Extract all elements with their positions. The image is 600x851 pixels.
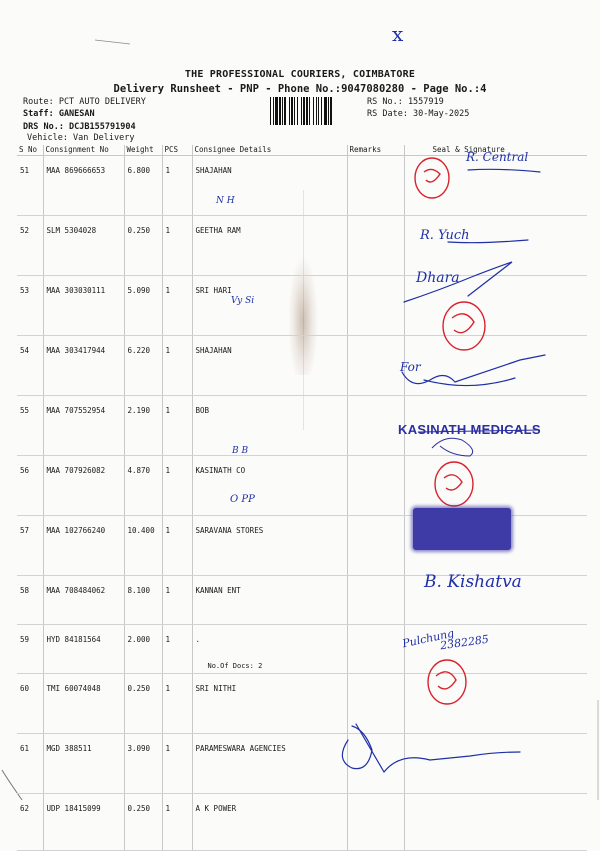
row-weight: 8.100: [124, 576, 162, 625]
row-pcs: 1: [162, 625, 192, 674]
row-remarks: [347, 794, 404, 851]
handwritten-note-row54: Vy Si: [231, 296, 255, 306]
row-weight: 0.250: [124, 216, 162, 276]
row-weight: 2.190: [124, 396, 162, 456]
row-consignment: MAA 869666653: [43, 156, 124, 216]
handwritten-note-row52: N H: [216, 196, 235, 206]
col-seal-signature: Seal & Signature: [404, 145, 587, 156]
col-sno: S No: [17, 145, 43, 156]
row-consignee: SHAJAHAN: [192, 156, 347, 216]
row-pcs: 1: [162, 276, 192, 336]
row-consignee: BOB: [192, 396, 347, 456]
row-consignment: HYD 84181564: [43, 625, 124, 674]
row-consignee: SARAVANA STORES: [192, 516, 347, 576]
top-handwritten-mark: x: [392, 22, 404, 46]
row-consignment: MAA 303030111: [43, 276, 124, 336]
row-consignee: KANNAN ENT: [192, 576, 347, 625]
row-sno: 57: [17, 516, 43, 576]
purple-stamp-blot: [413, 508, 511, 550]
row-weight: 5.090: [124, 276, 162, 336]
row-consignment: MAA 102766240: [43, 516, 124, 576]
signature-row60: B. Kishatva: [424, 572, 522, 592]
row-sno: 51: [17, 156, 43, 216]
row-weight: 10.400: [124, 516, 162, 576]
row-weight: 0.250: [124, 674, 162, 734]
row-weight: 4.870: [124, 456, 162, 516]
row-pcs: 1: [162, 794, 192, 851]
row-weight: 0.250: [124, 794, 162, 851]
row-sno: 58: [17, 576, 43, 625]
signature-row61: Pulchung: [401, 626, 456, 651]
rs-number: RS No.: 1557919: [367, 97, 444, 107]
row-sno: 59: [17, 625, 43, 674]
row-consignment: MAA 303417944: [43, 336, 124, 396]
row-pcs: 1: [162, 156, 192, 216]
row-weight: 6.800: [124, 156, 162, 216]
row-sno: 54: [17, 336, 43, 396]
row-consignee: KASINATH CO: [192, 456, 347, 516]
row-consignment: TMI 60074048: [43, 674, 124, 734]
row-consignee: SRI NITHI: [192, 674, 347, 734]
handwritten-note-row58: O PP: [230, 494, 255, 505]
row-sno: 62: [17, 794, 43, 851]
row-pcs: 1: [162, 516, 192, 576]
col-weight: Weight: [124, 145, 162, 156]
row-sno: 56: [17, 456, 43, 516]
signature-row61-number: 2382285: [439, 632, 490, 653]
row-pcs: 1: [162, 674, 192, 734]
rs-date: RS Date: 30-May-2025: [367, 109, 470, 119]
signature-row53: Dhara: [416, 270, 460, 286]
signature-row51: R. Central: [466, 150, 529, 164]
row-pcs: 1: [162, 576, 192, 625]
staff-label: Staff: GANESAN: [23, 109, 95, 119]
row-weight: 3.090: [124, 734, 162, 794]
col-consignee: Consignee Details: [192, 145, 347, 156]
col-consignment: Consignment No: [43, 145, 124, 156]
row-consignee: PARAMESWARA AGENCIES: [192, 734, 347, 794]
signature-row52: R. Yuch: [420, 228, 470, 243]
row-consignment: MAA 707552954: [43, 396, 124, 456]
handwritten-note-row57: B B: [232, 446, 249, 456]
docs-count-note: No.Of Docs: 2: [207, 662, 263, 670]
row-consignment: MAA 708484062: [43, 576, 124, 625]
row-consignee: SHAJAHAN: [192, 336, 347, 396]
row-sno: 61: [17, 734, 43, 794]
stamp-kasinath-medicals: KASINATH MEDICALS: [398, 422, 541, 437]
row-consignee: A K POWER: [192, 794, 347, 851]
row-sno: 55: [17, 396, 43, 456]
row-consignment: MGD 388511: [43, 734, 124, 794]
row-sno: 53: [17, 276, 43, 336]
vehicle-label: Vehicle: Van Delivery: [27, 133, 135, 143]
row-pcs: 1: [162, 216, 192, 276]
route-label: Route: PCT AUTO DELIVERY: [23, 97, 146, 107]
row-seal: [404, 794, 587, 851]
row-sno: 52: [17, 216, 43, 276]
row-weight: 6.220: [124, 336, 162, 396]
signature-row55: For: [400, 360, 421, 374]
row-consignee-text: .: [195, 635, 201, 644]
company-name: THE PROFESSIONAL COURIERS, COIMBATORE: [184, 69, 416, 80]
table-row: [17, 794, 587, 851]
row-pcs: 1: [162, 336, 192, 396]
row-consignment: UDP 18415099: [43, 794, 124, 851]
row-pcs: 1: [162, 734, 192, 794]
row-consignee: SRI HARI: [192, 276, 347, 336]
row-pcs: 1: [162, 456, 192, 516]
col-pcs: PCS: [162, 145, 192, 156]
row-pcs: 1: [162, 396, 192, 456]
row-consignment: SLM 5304028: [43, 216, 124, 276]
runsheet-title: Delivery Runsheet - PNP - Phone No.:9047080280 - Page No.:4: [113, 83, 487, 95]
row-sno: 60: [17, 674, 43, 734]
row-weight: 2.000: [124, 625, 162, 674]
col-remarks: Remarks: [347, 145, 404, 156]
row-consignment: MAA 707926082: [43, 456, 124, 516]
row-consignee: GEETHA RAM: [192, 216, 347, 276]
drs-number: DRS No.: DCJB155791904: [23, 122, 136, 132]
